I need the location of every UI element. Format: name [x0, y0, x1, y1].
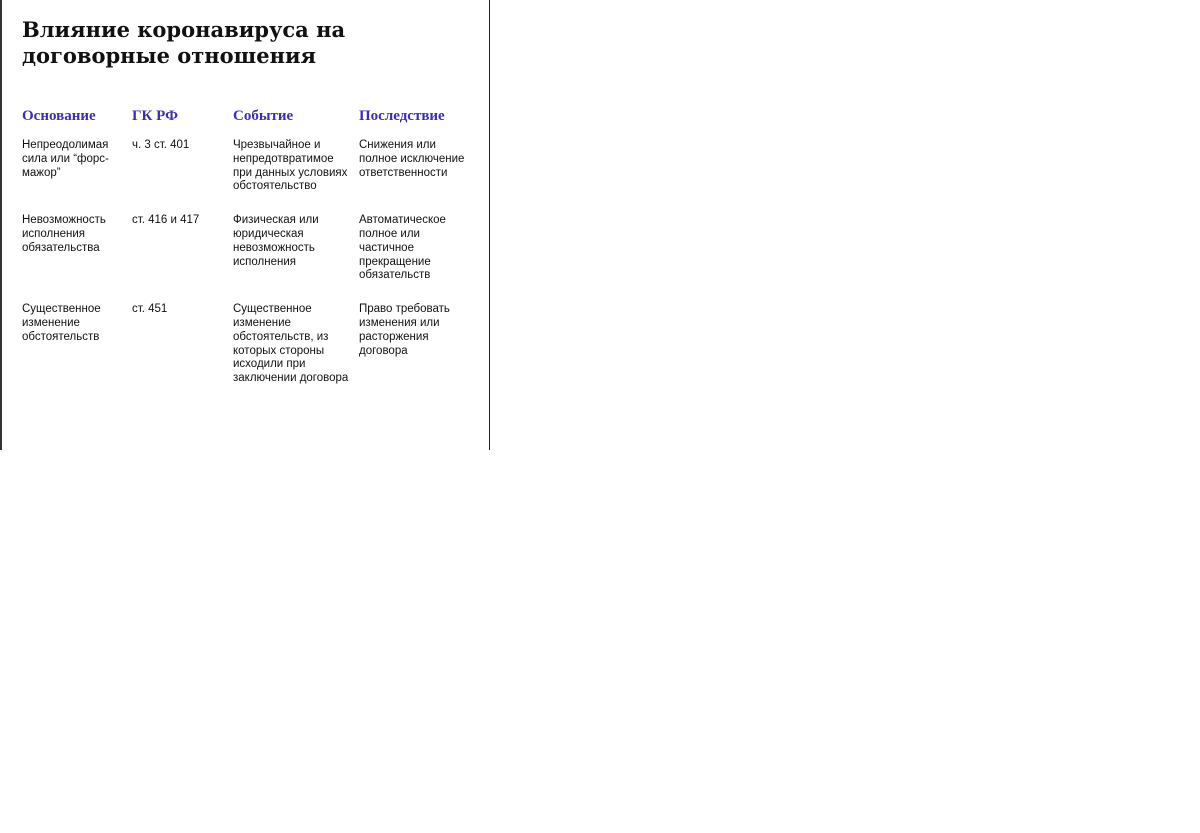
cell-event: Физическая или юридическая невозможность исполнения — [233, 214, 319, 268]
cell-consequence: Автоматическое полное или частичное прекращение обязательств — [359, 214, 446, 282]
cell-basis: Невозможность исполнения обязательства — [22, 214, 106, 254]
cell-civil-code: ч. 3 ст. 401 — [132, 139, 190, 151]
cell-consequence: Право требовать изменения или расторжения договора — [359, 303, 450, 357]
cell-civil-code: ст. 416 и 417 — [132, 214, 200, 227]
cell-event: Чрезвычайное и непредотвратимое при данных условиях обстоятельство — [233, 139, 348, 193]
column-header-consequence: Последствие — [359, 108, 445, 124]
document-page — [0, 0, 490, 450]
table-row — [22, 139, 479, 214]
contract-impact-table — [22, 106, 479, 406]
cell-basis: Непреодолимая сила или “форс-мажор” — [22, 139, 109, 179]
column-header-civil-code: ГК РФ — [132, 108, 178, 124]
table-header-row — [22, 106, 479, 139]
table-row — [22, 303, 479, 406]
column-header-event: Событие — [233, 108, 294, 124]
cell-consequence: Снижения или полное исключение ответственности — [359, 139, 465, 179]
table-row — [22, 214, 479, 303]
cell-civil-code: ст. 451 — [132, 303, 168, 316]
column-header-basis: Основание — [22, 108, 96, 124]
cell-event: Существенное изменение обстоятельств, из которых стороны исходили при заключении договора — [233, 303, 349, 385]
cell-basis: Существенное изменение обстоятельств — [22, 303, 101, 343]
page-title: Влияние коронавируса на договорные отношения — [22, 17, 346, 68]
